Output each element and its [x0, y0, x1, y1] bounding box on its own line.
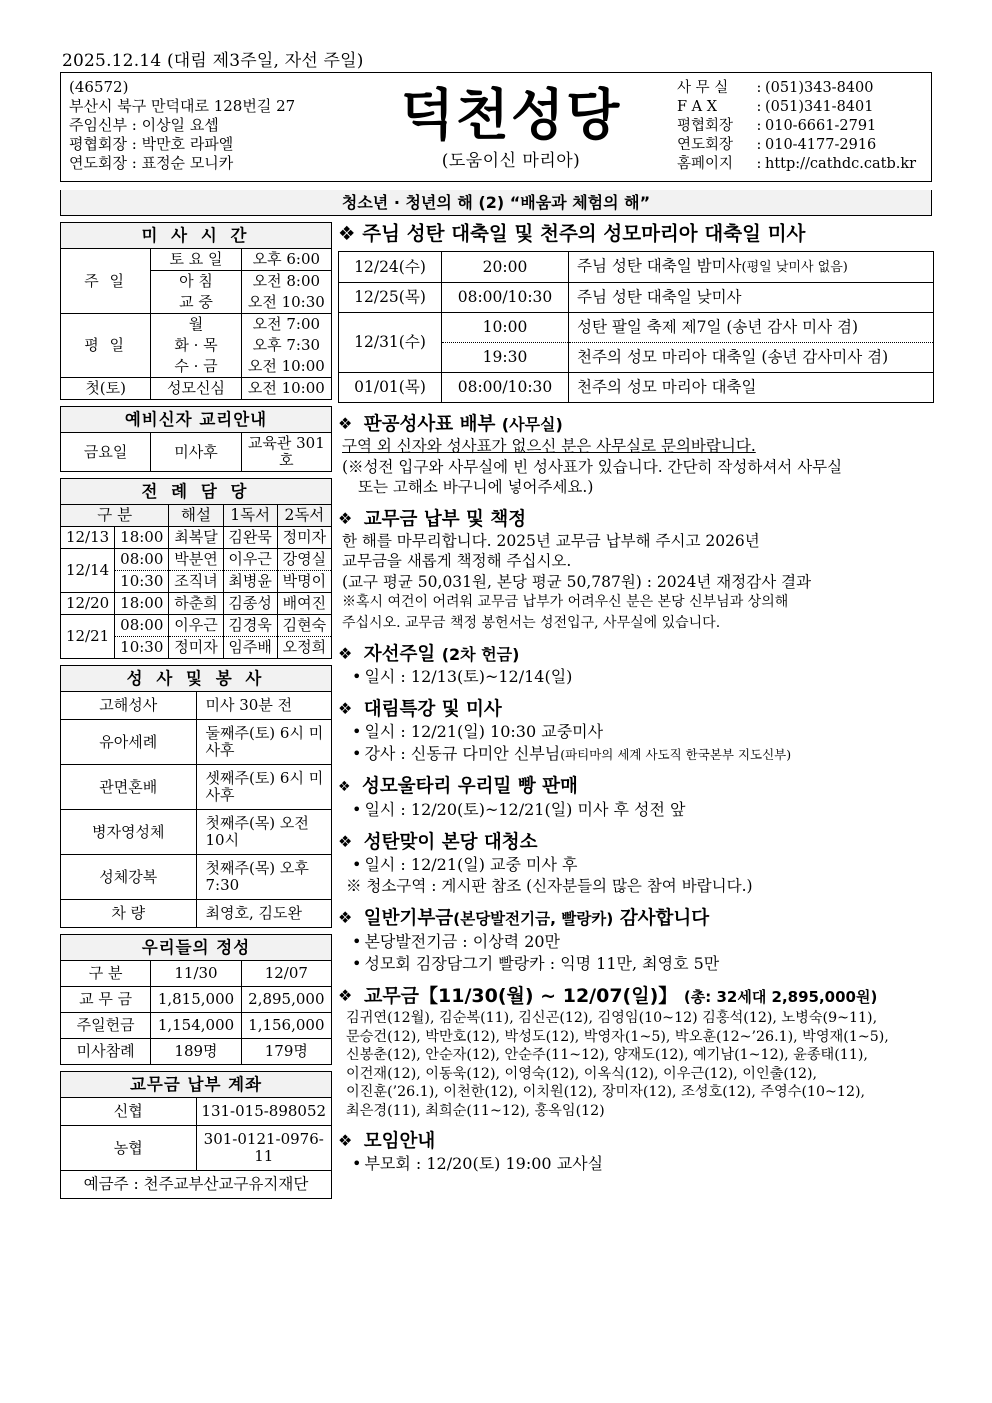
notice-dues-list [338, 984, 934, 1120]
notice-title [338, 697, 934, 721]
account-number: 131-015-898052 [196, 1098, 332, 1126]
dues-list-line: 문승건(12), 박만호(12), 박성도(12), 박영자(1~5), 박오훈(12~’26.1), 박영재(1~5), [346, 1028, 889, 1045]
table-header-row [61, 1072, 332, 1098]
liturgy-reading2: 오정희 [277, 637, 331, 659]
notice-meetings [338, 1129, 934, 1175]
xmas-desc-main: 주님 성탄 대축일 밤미사 [577, 257, 742, 275]
offerings-col-division: 구 분 [61, 961, 151, 987]
contact-label: 평협회장 [677, 118, 734, 134]
xmas-time: 19:30 [442, 343, 569, 373]
mass-time-title: 미 사 시 간 [61, 223, 332, 249]
notice-line: 구역 외 신자와 성사표가 없으신 분은 사무실로 문의바랍니다. [342, 437, 756, 455]
yeondo-row [69, 154, 351, 173]
notice-bullet-text: 일시 : 12/13(토)~12/14(일) [364, 667, 573, 686]
council-row [69, 135, 351, 154]
homepage-url[interactable]: http://cathdc.catb.kr [765, 156, 917, 172]
bullet-dot-icon: • [352, 667, 362, 686]
notice-confession-ticket [338, 412, 934, 498]
notice-bullet [338, 854, 934, 876]
notice-bullet [338, 931, 934, 953]
table-header-row [61, 479, 332, 505]
mass-time: 오후 7:30 [241, 335, 331, 356]
xmas-desc: 주님 성탄 대축일 낮미사 [569, 283, 934, 313]
offerings-col-prev: 11/30 [151, 961, 241, 987]
pastor-label: 주임신부 : [69, 116, 137, 134]
masthead [60, 72, 932, 182]
christmas-schedule-table [338, 251, 934, 403]
notice-title-text: 일반기부금 [363, 908, 454, 929]
liturgy-commentator: 박분연 [169, 549, 223, 571]
liturgy-date: 12/13 [61, 527, 115, 549]
xmas-date: 12/31(수) [339, 313, 442, 373]
liturgy-reading2: 정미자 [277, 527, 331, 549]
notice-title-text: 성탄맞이 본당 대청소 [363, 832, 538, 853]
xmas-date: 12/25(목) [339, 283, 442, 313]
contact-block [671, 73, 931, 181]
bullet-dot-icon: • [352, 954, 362, 973]
mass-when: 수 · 금 [151, 356, 241, 378]
table-header-row [61, 505, 332, 527]
liturgy-reading1: 김종성 [223, 593, 277, 615]
table-row [61, 1013, 332, 1039]
mass-time: 오전 10:00 [241, 356, 331, 378]
contact-label: F A X [677, 99, 718, 115]
sacrament-label: 유아세례 [61, 720, 197, 765]
offering-curr: 179명 [241, 1039, 331, 1065]
liturgy-reading1: 김경욱 [223, 615, 277, 637]
liturgy-commentator: 조직녀 [169, 571, 223, 593]
offerings-table [60, 934, 332, 1065]
table-row [61, 549, 332, 571]
mass-when: 아 침 [151, 271, 241, 293]
church-patron: (도움이신 마리아) [441, 150, 581, 171]
parish-info-block [61, 73, 351, 181]
contact-value: 010-4177-2916 [765, 137, 877, 153]
contact-value: 010-6661-2791 [765, 118, 877, 134]
catechumen-place: 교육관 301호 [241, 433, 331, 472]
contact-label: 사 무 실 [677, 80, 729, 96]
table-row [61, 1171, 332, 1199]
address: 부산시 북구 만덕대로 128번길 27 [69, 97, 296, 115]
church-title-block [351, 73, 671, 181]
notice-line: ※혹시 여건이 어려워 교무금 납부가 어려우신 분은 본당 신부님과 상의해 [342, 594, 789, 610]
notice-bread-sale [338, 775, 934, 821]
contact-colon: : [756, 80, 762, 96]
contact-colon: : [756, 137, 762, 153]
xmas-time: 20:00 [442, 252, 569, 283]
notice-title-text: 대림특강 및 미사 [363, 699, 502, 720]
notice-bullet-text: 일시 : 12/21(일) 10:30 교중미사 [364, 722, 604, 741]
sacrament-value: 셋째주(토) 6시 미사후 [196, 765, 332, 810]
offering-label: 교 무 금 [61, 987, 151, 1013]
liturgy-commentator: 이우근 [169, 615, 223, 637]
contact-row-office [677, 79, 927, 98]
liturgy-time: 10:30 [115, 637, 169, 659]
table-row [61, 765, 332, 810]
xmas-time: 08:00/10:30 [442, 373, 569, 403]
year-slogan-banner: 청소년 · 청년의 해 (2) “배움과 체험의 해” [60, 190, 932, 216]
liturgy-time: 18:00 [115, 593, 169, 615]
catechumen-time: 미사후 [151, 433, 241, 472]
table-row [61, 615, 332, 637]
sacrament-label: 차 량 [61, 900, 197, 928]
offering-curr: 1,156,000 [241, 1013, 331, 1039]
notice-title-text: 성모울타리 우리밀 빵 판매 [362, 776, 578, 797]
notice-bullet-lecturer [338, 743, 934, 766]
liturgy-time: 08:00 [115, 615, 169, 637]
liturgy-date: 12/21 [61, 615, 115, 659]
bullet-dot-icon: • [352, 744, 362, 763]
pastor-name: 이상일 요셉 [141, 116, 219, 134]
table-row [61, 1126, 332, 1171]
xmas-desc: 천주의 성모 마리아 대축일 (송년 감사미사 겸) [569, 343, 934, 373]
notice-dues [338, 507, 934, 634]
yeondo-label: 연도회장 : [69, 154, 137, 172]
notice-title [338, 830, 934, 854]
council-label: 평협회장 : [69, 135, 137, 153]
sacrament-value: 미사 30분 전 [196, 692, 332, 720]
diamond-bullet-icon: ❖ [338, 986, 353, 1005]
table-row [61, 692, 332, 720]
table-row [61, 855, 332, 900]
christmas-schedule-title [338, 222, 934, 246]
sacraments-table [60, 665, 332, 928]
mass-time: 오전 10:00 [241, 378, 331, 400]
notice-title-text: 자선주일 [363, 644, 436, 665]
table-row [61, 720, 332, 765]
notice-title [338, 984, 934, 1009]
offering-prev: 189명 [151, 1039, 241, 1065]
notice-title-paren: (2차 헌금) [441, 645, 520, 664]
sacrament-label: 성체강복 [61, 855, 197, 900]
xmas-date: 01/01(목) [339, 373, 442, 403]
diamond-bullet-icon: ❖ [338, 644, 353, 663]
notice-bullet-text: 일시 : 12/20(토)~12/21(일) 미사 후 성전 앞 [364, 800, 686, 819]
notice-bullet-text: 부모회 : 12/20(토) 19:00 교사실 [364, 1154, 604, 1173]
pastor-row [69, 116, 351, 135]
account-bank: 농협 [61, 1126, 197, 1171]
notice-advent-lecture [338, 697, 934, 766]
liturgy-col-reading1: 1독서 [223, 505, 277, 527]
catechumen-day: 금요일 [61, 433, 151, 472]
table-row [61, 314, 332, 336]
notice-title-paren: (본당발전기금, 빨랑카) [453, 910, 614, 928]
contact-row-fax [677, 98, 927, 117]
sacraments-title: 성 사 및 봉 사 [61, 666, 332, 692]
offering-label: 미사참례 [61, 1039, 151, 1065]
bullet-dot-icon: • [352, 722, 362, 741]
liturgy-reading2: 박명이 [277, 571, 331, 593]
liturgy-date: 12/14 [61, 549, 115, 593]
notice-line: 주십시오. 교무금 책정 봉헌서는 성전입구, 사무실에 있습니다. [342, 614, 721, 631]
liturgy-col-reading2: 2독서 [277, 505, 331, 527]
table-row [61, 900, 332, 928]
bullet-dot-icon: • [352, 1154, 362, 1173]
liturgy-reading1: 최병윤 [223, 571, 277, 593]
account-table [60, 1071, 332, 1199]
liturgy-date: 12/20 [61, 593, 115, 615]
mass-time-table [60, 222, 332, 400]
notice-donations [338, 906, 934, 975]
left-column [60, 222, 332, 1199]
offering-prev: 1,154,000 [151, 1013, 241, 1039]
notice-note: ※ 청소구역 : 게시판 참조 (신자분들의 많은 참여 바랍니다.) [346, 877, 753, 895]
dues-list-line: 이진훈(’26.1), 이천한(12), 이치원(12), 장미자(12), 조성호(12), 주영수(10~12), [346, 1084, 866, 1100]
dues-list-line: 최은경(11), 최희순(11~12), 홍옥임(12) [346, 1102, 605, 1119]
table-row [339, 283, 934, 313]
bulletin-date: 2025.12.14 (대림 제3주일, 자선 주일) [62, 51, 364, 71]
mass-when: 화 · 목 [151, 335, 241, 356]
contact-row-yeondo [677, 136, 927, 155]
liturgy-reading1: 임주배 [223, 637, 277, 659]
mass-time: 오후 6:00 [241, 249, 331, 271]
yeondo-name: 표정순 모니카 [141, 154, 234, 172]
liturgy-col-division: 구 분 [61, 505, 169, 527]
sacrament-value: 둘째주(토) 6시 미사후 [196, 720, 332, 765]
notice-title-text: 모임안내 [363, 1131, 436, 1152]
xmas-desc: 천주의 성모 마리아 대축일 [569, 373, 934, 403]
mass-when: 월 [151, 314, 241, 336]
contact-label: 연도회장 [677, 137, 734, 153]
notice-bullet [338, 799, 934, 821]
liturgy-time: 18:00 [115, 527, 169, 549]
mass-when: 성모신심 [151, 378, 241, 400]
table-row [61, 433, 332, 472]
contact-label: 홈페이지 [677, 156, 734, 172]
contact-value: (051)341-8401 [765, 99, 874, 115]
catechumen-table [60, 406, 332, 472]
offering-prev: 1,815,000 [151, 987, 241, 1013]
sacrament-value: 최영호, 김도완 [196, 900, 332, 928]
table-header-row [61, 407, 332, 433]
liturgy-reading2: 강영실 [277, 549, 331, 571]
notice-title-text: 교무금 납부 및 책정 [363, 508, 527, 530]
table-row [339, 252, 934, 283]
offerings-col-curr: 12/07 [241, 961, 331, 987]
table-row [61, 249, 332, 271]
table-header-row [61, 935, 332, 961]
lecturer-note: (파티마의 세계 사도직 한국본부 지도신부) [560, 747, 792, 762]
christmas-schedule-title-text: 주님 성탄 대축일 및 천주의 성모마리아 대축일 미사 [362, 222, 806, 245]
dues-total: (총: 32세대 2,895,000원) [683, 988, 878, 1006]
church-name: 덕천성당 [400, 82, 622, 147]
mass-when: 교 중 [151, 292, 241, 314]
diamond-bullet-icon: ❖ [338, 779, 351, 795]
notice-line: 교무금을 새롭게 책정해 주십시오. [342, 552, 572, 570]
xmas-desc-note: (평일 낮미사 없음) [741, 260, 848, 275]
diamond-bullet-icon: ❖ [338, 1131, 353, 1150]
liturgy-title: 전 례 담 당 [61, 479, 332, 505]
sacrament-label: 병자영성체 [61, 810, 197, 855]
notice-charity-sunday [338, 642, 934, 688]
sacrament-label: 관면혼배 [61, 765, 197, 810]
account-holder: 예금주 : 천주교부산교구유지재단 [61, 1171, 332, 1199]
council-name: 박만호 라파엘 [141, 135, 234, 153]
dues-contributor-list [338, 1009, 934, 1120]
diamond-bullet-icon: ❖ [338, 908, 353, 927]
notice-bullet-text: 일시 : 12/21(일) 교중 미사 후 [364, 855, 578, 874]
table-header-row [61, 666, 332, 692]
contact-row-homepage [677, 155, 927, 174]
liturgy-commentator: 최복달 [169, 527, 223, 549]
table-row [61, 593, 332, 615]
notice-bullet [338, 721, 934, 743]
liturgy-time: 08:00 [115, 549, 169, 571]
notice-cleaning [338, 830, 934, 897]
liturgy-col-commentator: 해설 [169, 505, 223, 527]
liturgy-reading1: 이우근 [223, 549, 277, 571]
notice-title [338, 906, 934, 931]
account-title: 교무금 납부 계좌 [61, 1072, 332, 1098]
account-number: 301-0121-0976-11 [196, 1126, 332, 1171]
account-bank: 신협 [61, 1098, 197, 1126]
lecturer-label: 강사 : 신동규 다미안 신부님 [364, 744, 561, 763]
zipcode: (46572) [69, 78, 129, 96]
notice-line: 또는 고해소 바구니에 넣어주세요.) [358, 478, 594, 496]
notice-title [338, 412, 934, 436]
notice-bullet-text: 성모회 김장담그기 빨랑카 : 익명 11만, 최영호 5만 [364, 954, 720, 973]
catechumen-title: 예비신자 교리안내 [61, 407, 332, 433]
bullet-dot-icon: • [352, 932, 362, 951]
diamond-bullet-icon: ❖ [338, 222, 356, 245]
table-row [61, 1039, 332, 1065]
diamond-bullet-icon: ❖ [338, 414, 353, 433]
notice-title-paren: (사무실) [501, 415, 563, 434]
diamond-bullet-icon: ❖ [338, 699, 353, 718]
contact-colon: : [756, 156, 762, 172]
table-row [61, 527, 332, 549]
notice-title-text: 교무금【11/30(월) ~ 12/07(일)】 [363, 985, 678, 1007]
liturgy-commentator: 하춘희 [169, 593, 223, 615]
bullet-dot-icon: • [352, 800, 362, 819]
right-column [338, 222, 934, 1175]
notice-line: (※성전 입구와 사무실에 빈 성사표가 있습니다. 간단히 작성하셔서 사무실 [342, 457, 843, 476]
mass-kind-weekday: 평 일 [61, 314, 151, 378]
notice-title-tail: 감사합니다 [613, 908, 710, 929]
table-row [61, 1098, 332, 1126]
mass-time: 오전 7:00 [241, 314, 331, 336]
notice-title [338, 642, 934, 666]
dues-list-line: 이건재(12), 이동욱(12), 이영숙(12), 이옥식(12), 이우근(12), 이인출(12), [346, 1065, 818, 1082]
table-header-row [61, 223, 332, 249]
notice-title [338, 507, 934, 531]
table-row [339, 373, 934, 403]
liturgy-reading2: 김현숙 [277, 615, 331, 637]
dues-list-line: 김귀연(12월), 김순복(11), 김신곤(12), 김영임(10~12) 김홍석(12), 노병숙(9~11), [346, 1010, 878, 1026]
xmas-date: 12/24(수) [339, 252, 442, 283]
offerings-title: 우리들의 정성 [61, 935, 332, 961]
liturgy-commentator: 정미자 [169, 637, 223, 659]
notice-bullet [338, 953, 934, 975]
notice-title [338, 775, 934, 799]
notice-bullet [338, 1153, 934, 1175]
mass-kind-sunday: 주 일 [61, 249, 151, 314]
notice-line: (교구 평균 50,031원, 본당 평균 50,787원) : 2024년 재정감사 결과 [342, 572, 812, 591]
notice-line: 한 해를 마무리합니다. 2025년 교무금 납부해 주시고 2026년 [342, 531, 760, 550]
sacrament-value: 첫째주(목) 오전 10시 [196, 810, 332, 855]
mass-when: 토 요 일 [151, 249, 241, 271]
table-row [61, 987, 332, 1013]
offering-curr: 2,895,000 [241, 987, 331, 1013]
contact-colon: : [756, 118, 762, 134]
liturgy-reading2: 배여진 [277, 593, 331, 615]
table-row [61, 378, 332, 400]
notice-title-text: 판공성사표 배부 [363, 414, 496, 435]
sacrament-label: 고해성사 [61, 692, 197, 720]
liturgy-duty-table [60, 478, 332, 659]
xmas-time: 10:00 [442, 313, 569, 343]
notice-bullet-text: 본당발전기금 : 이상력 20만 [364, 932, 561, 951]
notice-bullet [338, 666, 934, 688]
xmas-desc [569, 252, 934, 283]
diamond-bullet-icon: ❖ [338, 832, 353, 851]
sacrament-value: 첫째주(목) 오후 7:30 [196, 855, 332, 900]
liturgy-time: 10:30 [115, 571, 169, 593]
notice-title [338, 1129, 934, 1153]
dues-list-line: 신봉춘(12), 안순자(12), 안순주(11~12), 양재도(12), 예기남(1~12), 윤종태(11), [346, 1047, 868, 1063]
mass-time: 오전 8:00 [241, 271, 331, 293]
mass-kind-firstsat: 첫(토) [61, 378, 151, 400]
bullet-dot-icon: • [352, 855, 362, 874]
contact-row-council [677, 117, 927, 136]
xmas-time: 08:00/10:30 [442, 283, 569, 313]
table-header-row [61, 961, 332, 987]
table-row [61, 810, 332, 855]
table-row [339, 313, 934, 343]
contact-colon: : [756, 99, 762, 115]
mass-time: 오전 10:30 [241, 292, 331, 314]
diamond-bullet-icon: ❖ [338, 508, 353, 528]
contact-value: (051)343-8400 [765, 80, 874, 96]
xmas-desc: 성탄 팔일 축제 제7일 (송년 감사 미사 겸) [569, 313, 934, 343]
offering-label: 주일헌금 [61, 1013, 151, 1039]
liturgy-reading1: 김완묵 [223, 527, 277, 549]
